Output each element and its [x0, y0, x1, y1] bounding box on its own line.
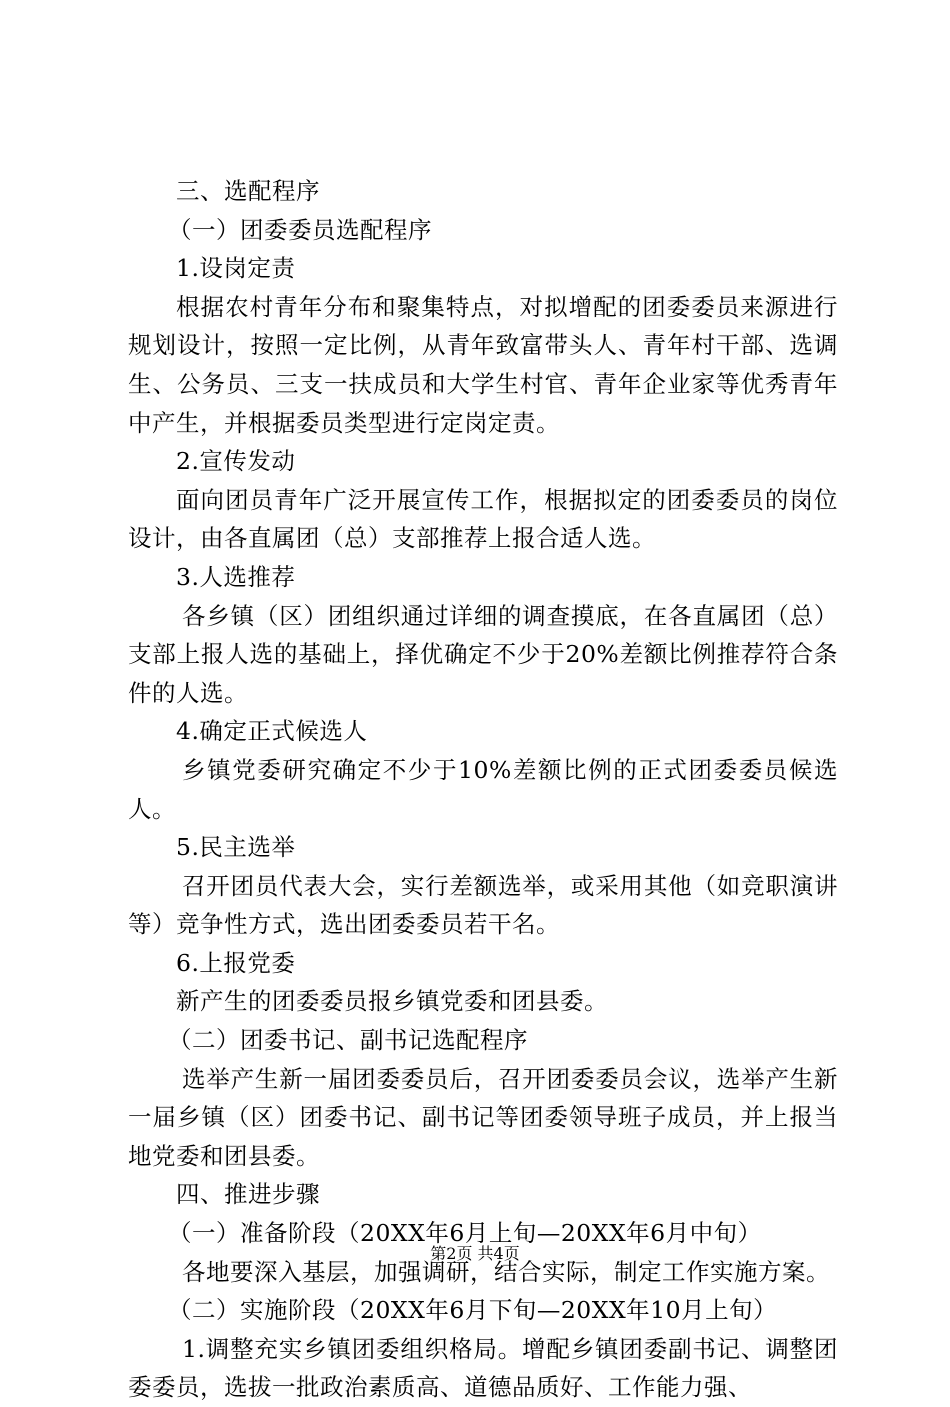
paragraph-step-6: 新产生的团委委员报乡镇党委和团县委。: [176, 987, 608, 1016]
step-heading-1: 1.设岗定责: [176, 254, 296, 283]
paragraph-step-5: 召开团员代表大会，实行差额选举，或采用其他（如竞职演讲等）竞争性方式，选出团委委员若干名。: [128, 871, 838, 939]
step-heading-2: 2.宣传发动: [176, 447, 296, 476]
page-number-label: 第2页 共4页: [430, 1244, 520, 1263]
paragraph-step-1: 根据农村青年分布和聚集特点，对拟增配的团委委员来源进行规划设计，按照一定比例，从青年致富带头人、青年村干部、选调生、公务员、三支一扶成员和大学生村官、青年企业家等优秀青年中产生，并根据委员类型进行定岗定责。: [128, 292, 838, 437]
section-heading-3: 三、选配程序: [176, 177, 320, 205]
page-footer: [0, 1244, 950, 1264]
subsection-heading-preparation: （一）准备阶段（20XX年6月上旬—20XX年6月中旬）: [168, 1219, 762, 1248]
step-heading-4: 4.确定正式候选人: [176, 717, 368, 746]
step-heading-5: 5.民主选举: [176, 833, 296, 862]
step-heading-6: 6.上报党委: [176, 948, 296, 977]
paragraph-implementation-1: 1.调整充实乡镇团委组织格局。增配乡镇团委副书记、调整团委委员，选拔一批政治素质高、道德品质好、工作能力强、: [128, 1334, 838, 1402]
step-heading-3: 3.人选推荐: [176, 562, 296, 591]
section-heading-4: 四、推进步骤: [176, 1180, 320, 1209]
document-body: [128, 172, 838, 1407]
paragraph-preparation: 各地要深入基层，加强调研，结合实际，制定工作实施方案。: [182, 1257, 830, 1286]
paragraph-step-2: 面向团员青年广泛开展宣传工作，根据拟定的团委委员的岗位设计，由各直属团（总）支部推荐上报合适人选。: [128, 485, 838, 553]
subsection-heading-committee-members: （一）团委委员选配程序: [168, 215, 432, 244]
paragraph-secretaries: 选举产生新一届团委委员后，召开团委委员会议，选举产生新一届乡镇（区）团委书记、副书记等团委领导班子成员，并上报当地党委和团县委。: [128, 1064, 838, 1170]
paragraph-step-4: 乡镇党委研究确定不少于10%差额比例的正式团委委员候选人。: [128, 755, 838, 823]
subsection-heading-secretaries: （二）团委书记、副书记选配程序: [168, 1026, 528, 1055]
paragraph-step-3: 各乡镇（区）团组织通过详细的调查摸底，在各直属团（总）支部上报人选的基础上，择优确定不少于20%差额比例推荐符合条件的人选。: [128, 601, 838, 707]
subsection-heading-implementation: （二）实施阶段（20XX年6月下旬—20XX年10月上旬）: [168, 1296, 778, 1325]
